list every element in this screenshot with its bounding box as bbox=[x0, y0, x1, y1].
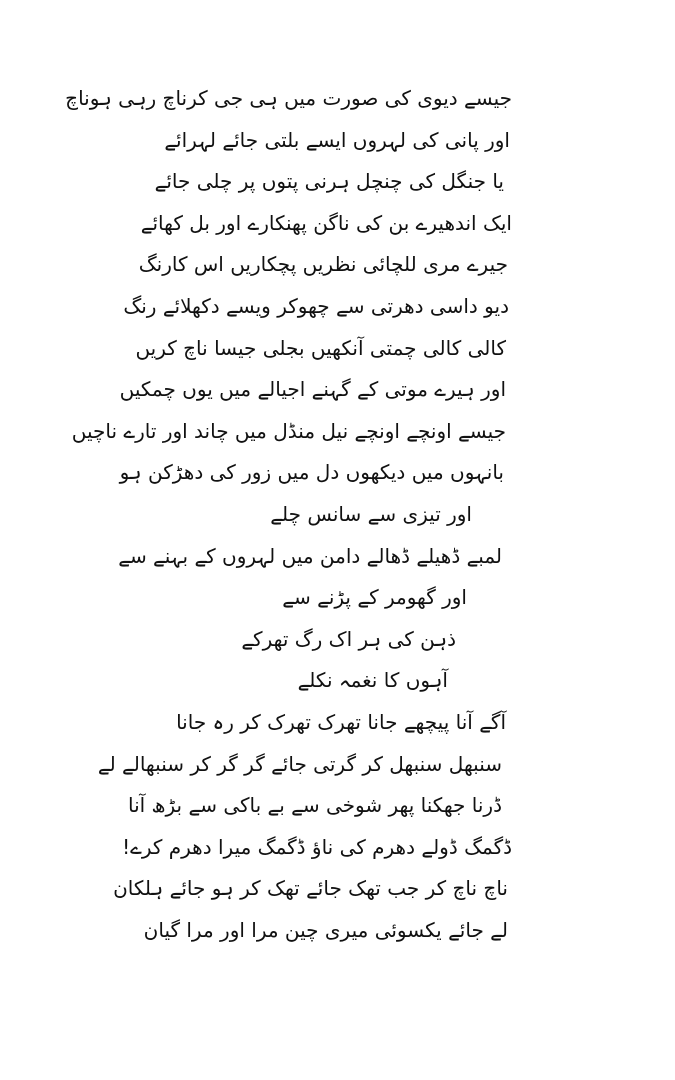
poem-line: آگے آنا پیچھے جانا تھرک تھرک کر رہ جانا bbox=[176, 709, 506, 734]
poem-line: یا جنگل کی چنچل ہرنی پتوں پر چلی جائے bbox=[154, 169, 504, 194]
poem-line: ذہن کی ہر اک رگ تھرکے bbox=[241, 626, 456, 651]
poem-line: جیسے دیوی کی صورت میں ہی جی کرناچ رہی ہوناچ bbox=[65, 86, 512, 110]
poem-line: آہوں کا نغمہ نکلے bbox=[297, 668, 448, 693]
poem-line: اور تیزی سے سانس چلے bbox=[270, 501, 472, 526]
poem-line: جیسے اونچے اونچے نیل منڈل میں چاند اور تارے ناچیں bbox=[71, 418, 506, 443]
poem-line: لمبے ڈھیلے ڈھالے دامن میں لہروں کے بہنے سے bbox=[118, 543, 502, 568]
poem-line: ایک اندھیرے بن کی ناگن پھنکارے اور بل کھائے bbox=[140, 210, 512, 235]
poem-line: کالی کالی چمتی آنکھیں بجلی جیسا ناچ کریں bbox=[135, 335, 506, 360]
poem-line: سنبھل سنبھل کر گرتی جائے گر گر کر سنبھالے لے bbox=[97, 751, 502, 776]
poem-text-block bbox=[62, 78, 512, 951]
poem-line: ناچ ناچ کر جب تھک جائے تھک کر ہو جائے ہلکان bbox=[113, 876, 508, 901]
poem-line: دیو داسی دھرتی سے چھوکر ویسے دکھلائے رنگ bbox=[123, 293, 509, 318]
poem-line: اور ہیرے موتی کے گہنے اجیالے میں یوں چمکیں bbox=[119, 377, 506, 402]
poem-line: بانہوں میں دیکھوں دل میں زور کی دھڑکن ہو bbox=[119, 460, 504, 485]
poem-line: ڈگمگ ڈولے دھرم کی ناؤ ڈگمگ میرا دھرم کرے! bbox=[122, 834, 512, 859]
poem-line: جیرے مری للچائی نظریں پچکاریں اس کارنگ bbox=[138, 252, 508, 277]
poem-line: اور پانی کی لہروں ایسے بلتی جائے لہرائے bbox=[164, 127, 510, 152]
poem-line: لے جائے یکسوئی میری چین مرا اور مرا گیان bbox=[143, 917, 508, 942]
poem-line: ڈرنا جھکنا پھر شوخی سے بے باکی سے بڑھ آنا bbox=[127, 793, 502, 818]
poem-line: اور گھومر کے پڑنے سے bbox=[282, 585, 467, 610]
